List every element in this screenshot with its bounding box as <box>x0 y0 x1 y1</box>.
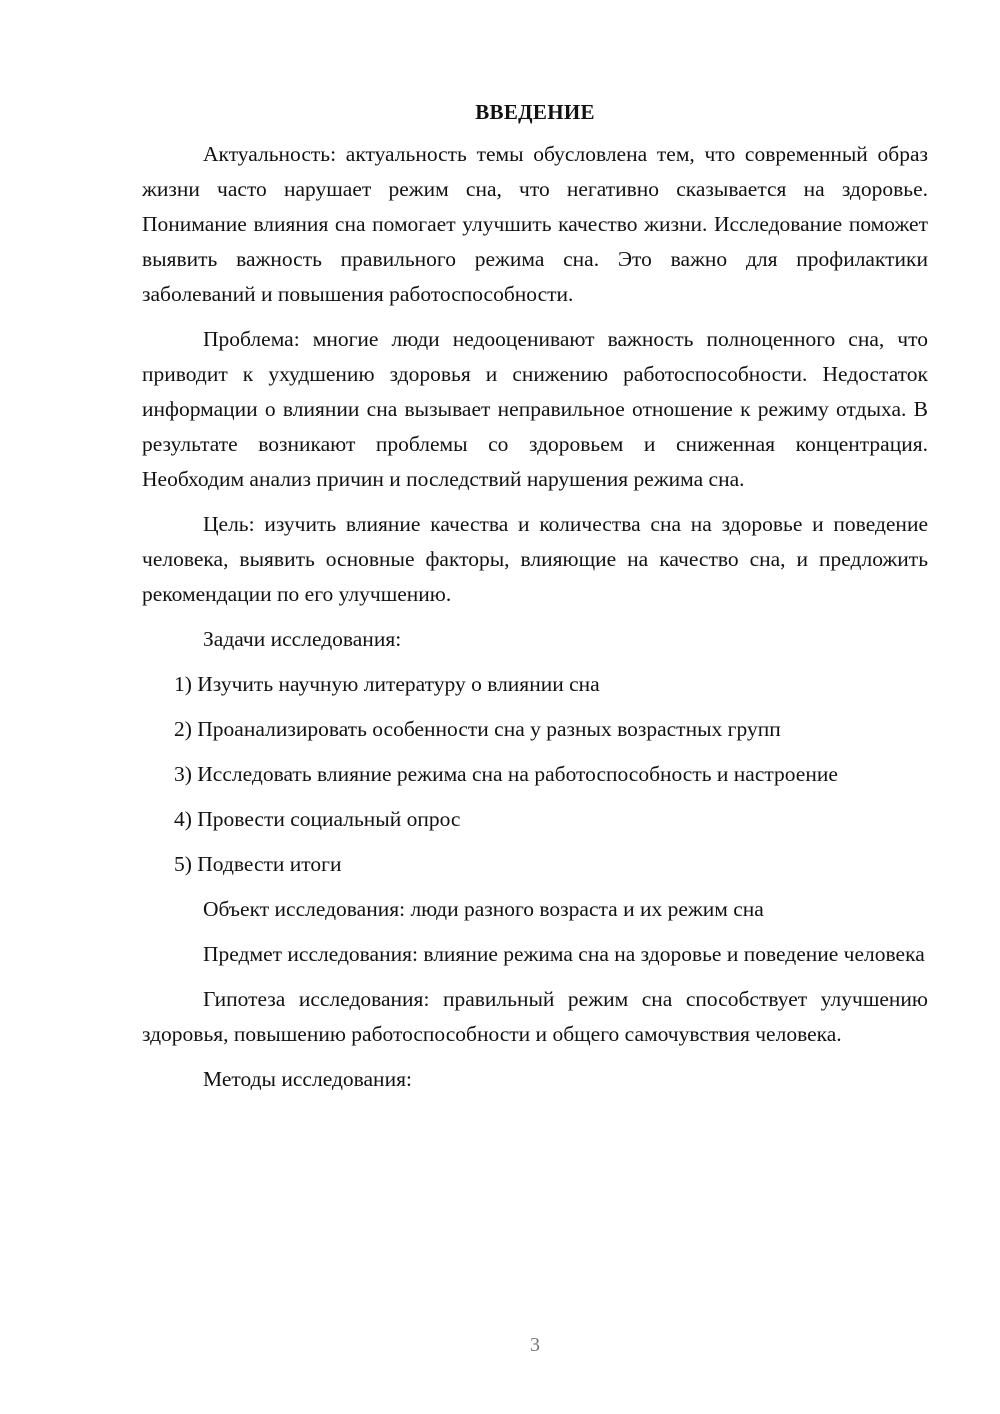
problem-paragraph: Проблема: многие люди недооценивают важность полноценного сна, что приводит к ухудшению здоровья и снижению работоспособности. Недостаток информации о влиянии сна вызывает неправильное отношение к режиму отдыха. В результате возникают проблемы со здоровьем и сниженная концентрация. Необходим анализ причин и последствий нарушения режима сна. <box>142 327 928 491</box>
task-item: 3) Исследовать влияние режима сна на работоспособность и настроение <box>174 762 838 786</box>
task-item: 1) Изучить научную литературу о влиянии сна <box>174 672 600 696</box>
object-paragraph: Объект исследования: люди разного возраста и их режим сна <box>203 897 764 921</box>
goal-paragraph: Цель: изучить влияние качества и количества сна на здоровье и поведение человека, выявить основные факторы, влияющие на качество сна, и предложить рекомендации по его улучшению. <box>142 512 928 606</box>
subject-paragraph: Предмет исследования: влияние режима сна на здоровье и поведение человека <box>203 942 925 966</box>
task-item: 5) Подвести итоги <box>174 852 342 876</box>
hypothesis-paragraph: Гипотеза исследования: правильный режим сна способствует улучшению здоровья, повышению работоспособности и общего самочувствия человека. <box>142 987 928 1046</box>
task-item: 4) Провести социальный опрос <box>174 807 461 831</box>
document-page <box>142 95 928 1107</box>
methods-heading: Методы исследования: <box>203 1067 412 1091</box>
tasks-heading: Задачи исследования: <box>203 627 402 651</box>
task-item: 2) Проанализировать особенности сна у разных возрастных групп <box>174 717 781 741</box>
relevance-paragraph: Актуальность: актуальность темы обусловлена тем, что современный образ жизни часто нарушает режим сна, что негативно сказывается на здоровье. Понимание влияния сна помогает улучшить качество жизни. Исследование поможет выявить важность правильного режима сна. Это важно для профилактики заболеваний и повышения работоспособности. <box>142 142 928 306</box>
page-number: 3 <box>530 1334 540 1356</box>
section-title: ВВЕДЕНИЕ <box>475 100 595 124</box>
